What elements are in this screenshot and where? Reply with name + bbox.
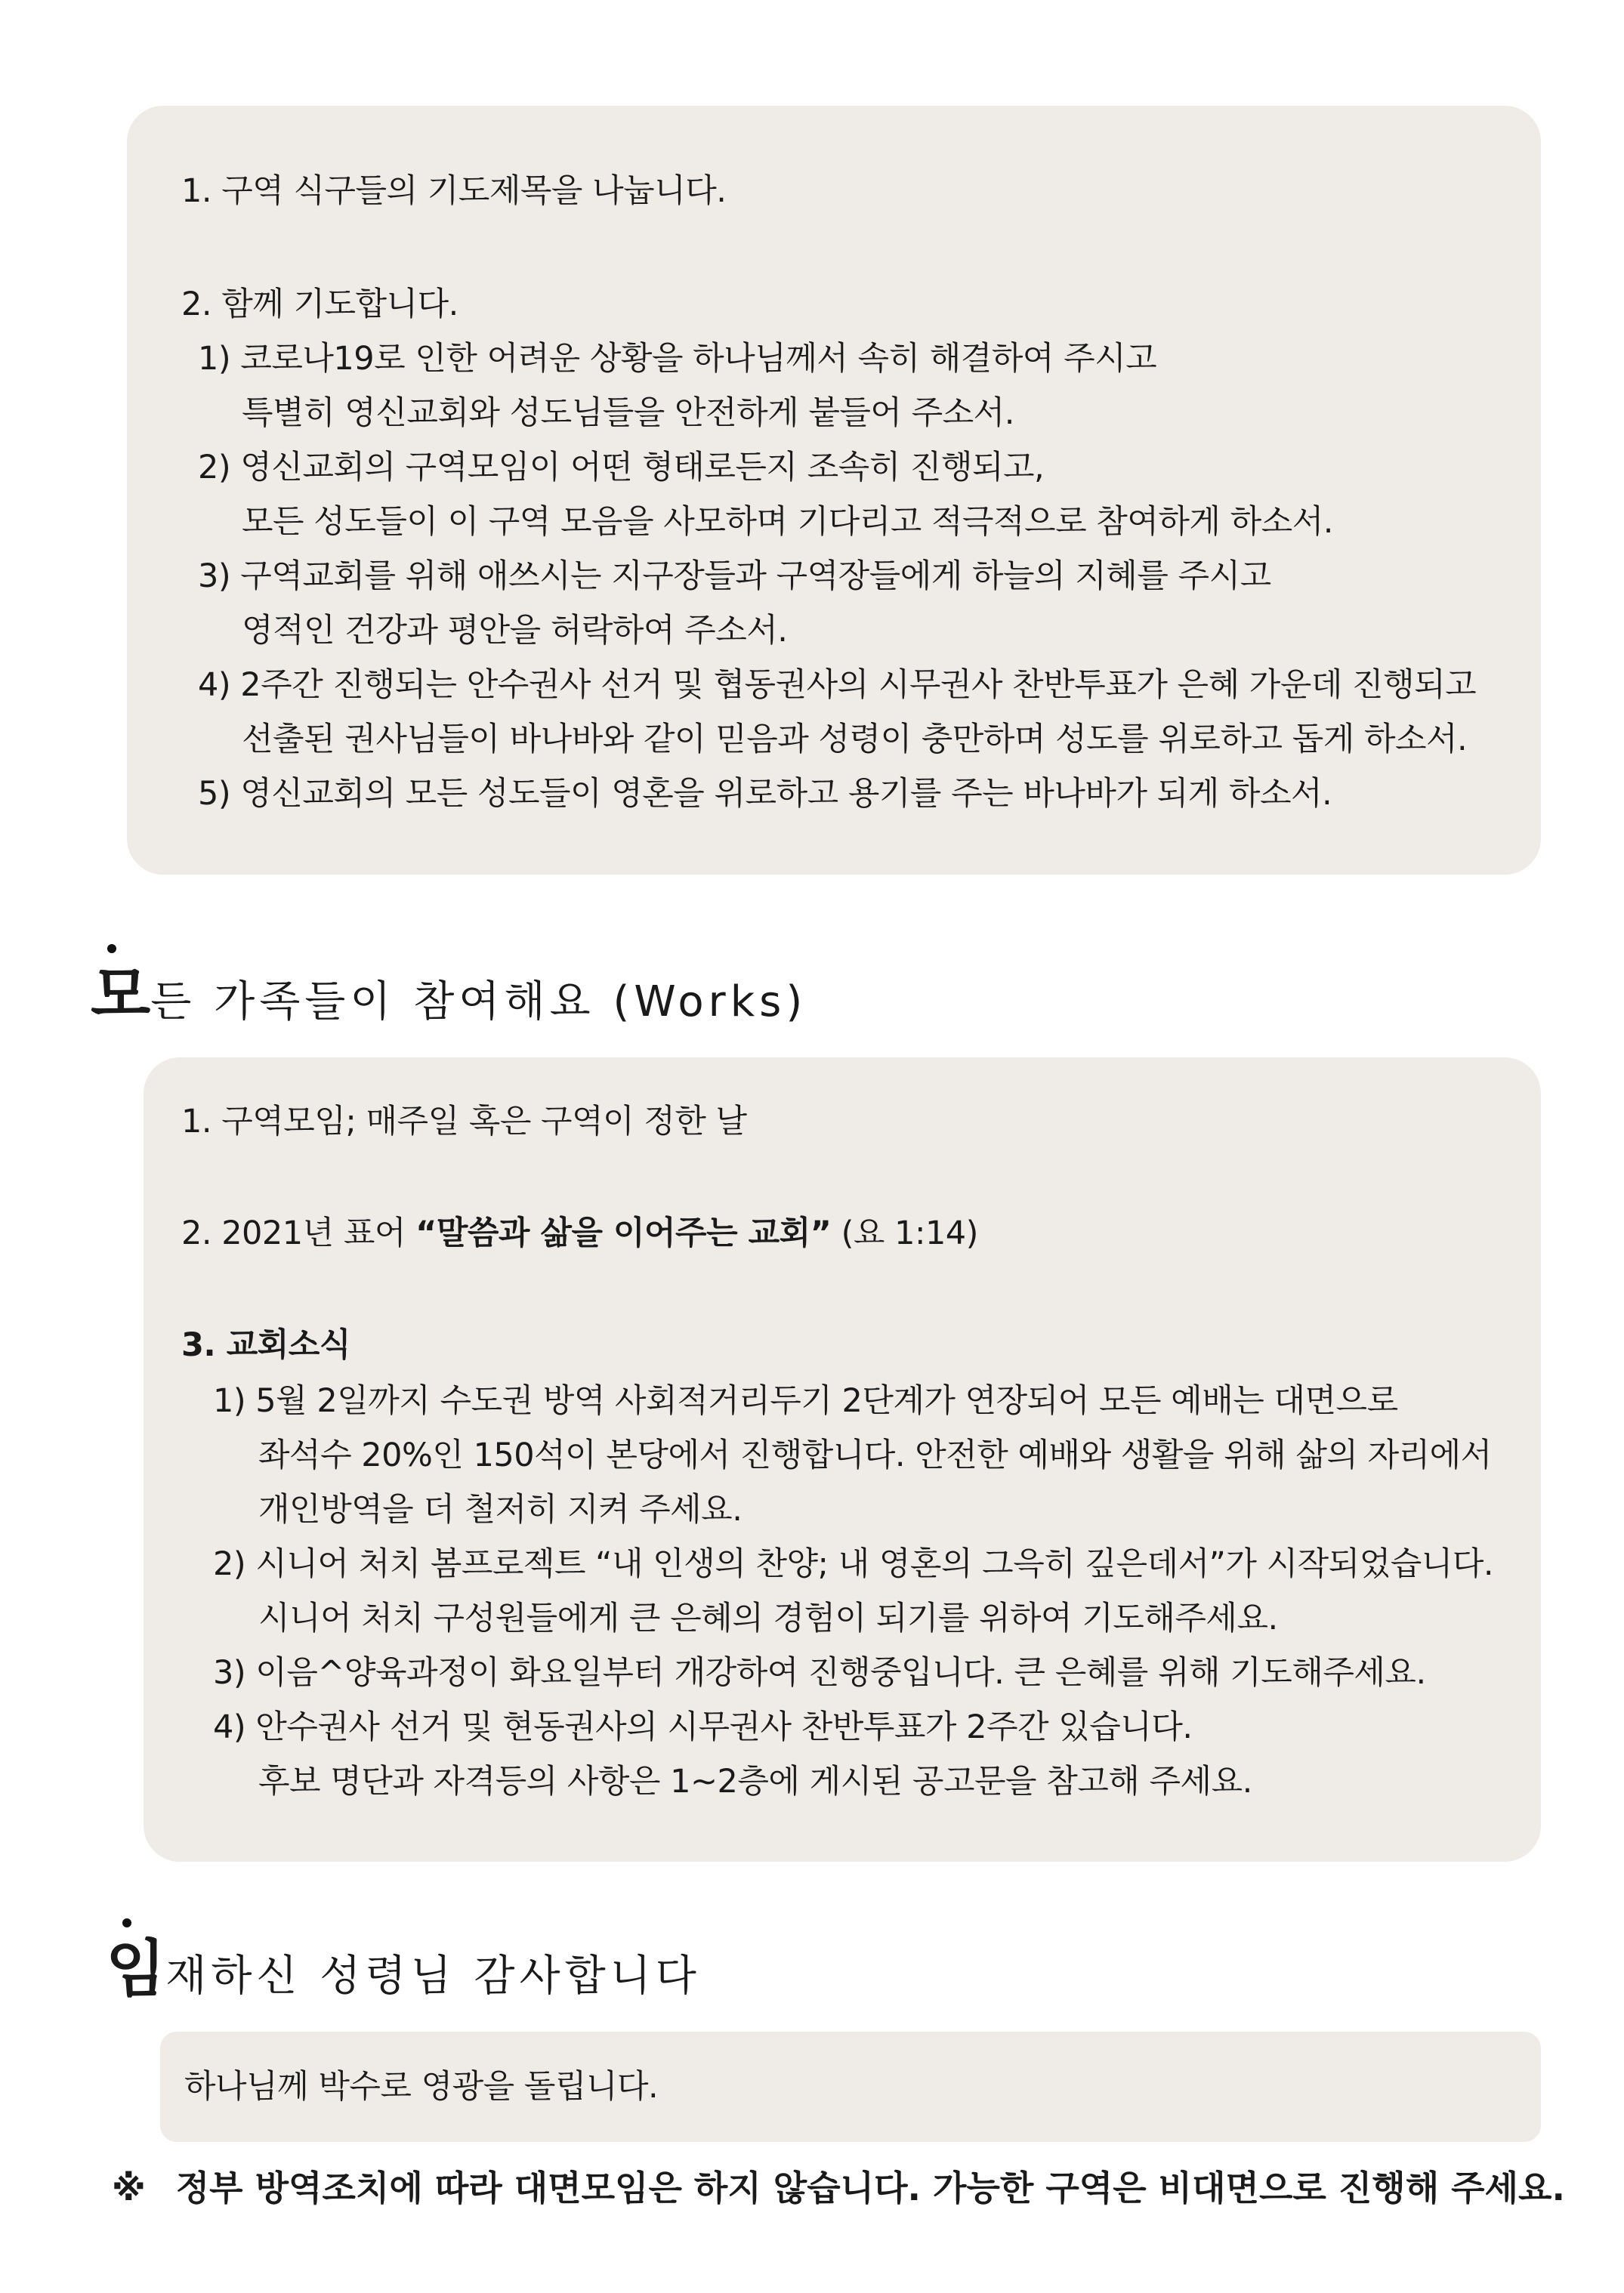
prayer-subitem-4: 4) 2주간 진행되는 안수권사 선거 및 협동권사의 시무권사 찬반투표가 은혜 가운데 진행되고 [198, 666, 1477, 704]
prayer-subitem-5: 5) 영신교회의 모든 성도들이 영혼을 위로하고 용기를 주는 바나바가 되게 하소서. [198, 775, 1332, 813]
works-item-2 [181, 1211, 978, 1255]
prayer-subitem-1-cont: 특별히 영신교회와 성도님들을 안전하게 붙들어 주소서. [242, 394, 1014, 432]
thanks-text: 하나님께 박수로 영광을 돌립니다. [184, 2068, 659, 2106]
news-item-1-cont-1: 좌석수 20%인 150석이 본당에서 진행합니다. 안전한 예배와 생활을 위해 삶의 자리에서 [258, 1437, 1492, 1474]
works-motto-ref: (요 1:14) [841, 1214, 978, 1252]
works-heading-initial: 모 [91, 959, 150, 1031]
prayer-item-1: 1. 구역 식구들의 기도제목을 나눕니다. [181, 172, 727, 210]
prayer-subitem-2-cont: 모든 성도들이 이 구역 모음을 사모하며 기다리고 적극적으로 참여하게 하소서. [242, 503, 1333, 541]
news-item-4: 4) 안수권사 선거 및 현동권사의 시무권사 찬반투표가 2주간 있습니다. [213, 1708, 1193, 1746]
news-item-2: 2) 시니어 처치 봄프로젝트 “내 인생의 찬양; 내 영혼의 그윽히 깊은데서”가 시작되었습니다. [213, 1545, 1494, 1583]
works-motto: “말씀과 삶을 이어주는 교회” [415, 1214, 832, 1252]
notice-mark-icon: ※ [112, 2168, 146, 2208]
works-item-1: 1. 구역모임; 매주일 혹은 구역이 정한 날 [181, 1103, 747, 1140]
prayer-subitem-4-cont: 선출된 권사님들이 바나바와 같이 믿음과 성령이 충만하며 성도를 위로하고 돕게 하소서. [242, 721, 1468, 758]
thanks-heading-text: 재하신 성령님 감사합니다 [165, 1952, 701, 2001]
thanks-heading [106, 1933, 701, 2007]
news-item-1: 1) 5월 2일까지 수도권 방역 사회적거리두기 2단계가 연장되어 모든 예배는 대면으로 [213, 1382, 1398, 1420]
notice-text: 정부 방역조치에 따라 대면모임은 하지 않습니다. 가능한 구역은 비대면으로 진행해 주세요. [175, 2168, 1565, 2208]
prayer-subitem-3: 3) 구역교회를 위해 애쓰시는 지구장들과 구역장들에게 하늘의 지혜를 주시고 [198, 557, 1271, 595]
prayer-item-2: 2. 함께 기도합니다. [181, 285, 458, 323]
news-item-1-cont-2: 개인방역을 더 철저히 지켜 주세요. [258, 1491, 743, 1529]
works-item-2-label: 2. 2021년 표어 [181, 1214, 406, 1252]
notice [112, 2162, 1565, 2214]
heading-dot [122, 1918, 131, 1927]
heading-dot [107, 944, 116, 953]
works-item-3: 3. 교회소식 [181, 1326, 350, 1364]
news-item-3: 3) 이음^양육과정이 화요일부터 개강하여 진행중입니다. 큰 은혜를 위해 기도해주세요. [213, 1654, 1426, 1692]
news-item-2-cont: 시니어 처치 구성원들에게 큰 은혜의 경험이 되기를 위하여 기도해주세요. [258, 1600, 1278, 1637]
thanks-heading-initial: 임 [106, 1933, 165, 2005]
works-heading-text: 든 가족들이 참여해요 (Works) [150, 977, 807, 1026]
prayer-subitem-1: 1) 코로나19로 인한 어려운 상황을 하나님께서 속히 해결하여 주시고 [198, 340, 1157, 378]
prayer-subitem-2: 2) 영신교회의 구역모임이 어떤 형태로든지 조속히 진행되고, [198, 449, 1045, 486]
works-heading [91, 959, 807, 1032]
prayer-subitem-3-cont: 영적인 건강과 평안을 허락하여 주소서. [242, 612, 788, 650]
news-item-4-cont: 후보 명단과 자격등의 사항은 1~2층에 게시된 공고문을 참고해 주세요. [258, 1763, 1252, 1801]
